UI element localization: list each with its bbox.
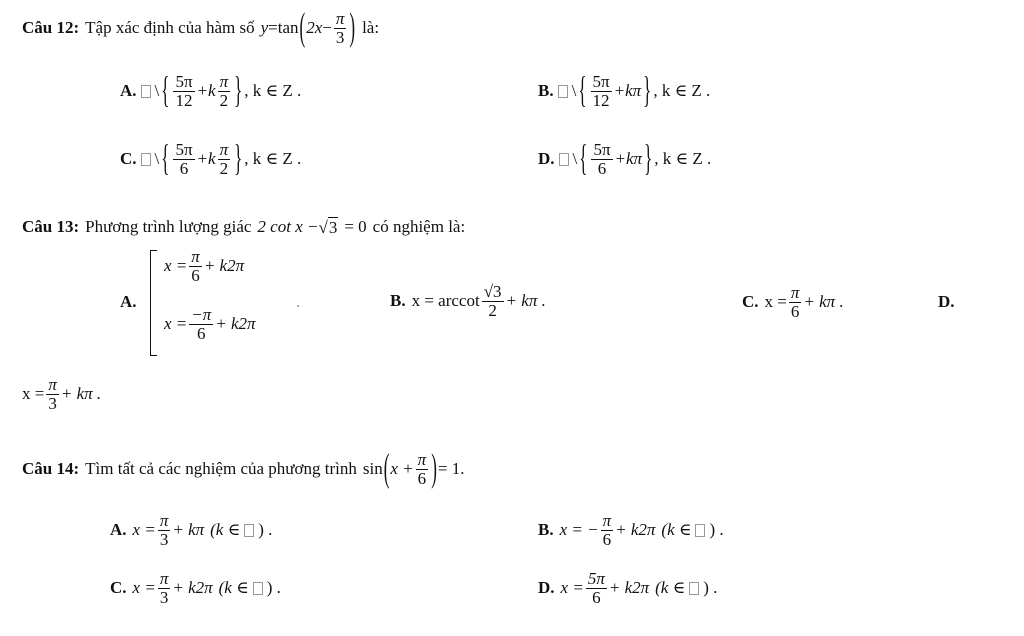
option-left: x = bbox=[560, 578, 584, 597]
frac-den: 12 bbox=[592, 90, 610, 110]
frac-num: π bbox=[602, 510, 612, 530]
q14-arg-fraction bbox=[416, 451, 429, 488]
frac-num: 5π bbox=[592, 71, 610, 91]
k-num: π bbox=[219, 71, 229, 91]
real-set-glyph-icon bbox=[141, 85, 151, 98]
q12-func-eq: = bbox=[268, 18, 278, 37]
option-condition: (k ∈ bbox=[655, 578, 686, 597]
option-fraction bbox=[591, 73, 612, 110]
plus-k: +k bbox=[196, 81, 216, 100]
q13-text: Phương trình lượng giác bbox=[85, 217, 252, 236]
option-condition: , k ∈ Z . bbox=[653, 81, 711, 100]
q12-paren-open: ( bbox=[299, 5, 306, 49]
q12-label: Câu 12: bbox=[22, 18, 80, 37]
frac-den: 3 bbox=[159, 529, 169, 549]
option-condition: , k ∈ Z . bbox=[244, 81, 302, 100]
q14-text: Tìm tất cả các nghiệm của phương trình bbox=[85, 459, 357, 478]
frac-num: π bbox=[48, 374, 57, 394]
q13-option-d-answer[interactable] bbox=[22, 372, 101, 416]
option-condition-end: ) . bbox=[266, 578, 281, 597]
integer-set-glyph-icon bbox=[244, 524, 254, 537]
set-minus: \ bbox=[154, 149, 160, 168]
row-fraction bbox=[189, 248, 202, 285]
option-letter: A. bbox=[110, 520, 127, 539]
k-fraction bbox=[218, 73, 231, 110]
frac-den: 6 bbox=[197, 323, 206, 343]
k-den: 2 bbox=[219, 90, 229, 110]
option-letter: D. bbox=[538, 578, 555, 597]
option-condition: (k ∈ bbox=[210, 520, 241, 539]
option-fraction bbox=[601, 512, 614, 549]
q12-tail: là: bbox=[362, 18, 380, 37]
q14-option-a[interactable] bbox=[110, 508, 272, 552]
frac-num: π bbox=[191, 247, 200, 266]
q14-option-b[interactable] bbox=[538, 508, 724, 552]
option-letter: D. bbox=[938, 292, 955, 311]
q13-label: Câu 13: bbox=[22, 217, 80, 236]
option-left: x = bbox=[132, 520, 156, 539]
q12-option-c[interactable] bbox=[120, 134, 301, 184]
option-condition: (k ∈ bbox=[218, 578, 249, 597]
frac-den: 6 bbox=[790, 301, 800, 321]
frac-den: 3 bbox=[48, 393, 57, 413]
square-bracket-icon bbox=[150, 250, 157, 356]
q14-label: Câu 14: bbox=[22, 459, 80, 478]
option-fraction bbox=[46, 376, 59, 413]
frac-den: 6 bbox=[602, 529, 612, 549]
q14-sin: sin bbox=[362, 459, 383, 478]
frac-den: 6 bbox=[417, 468, 427, 488]
plus-k: +kπ bbox=[614, 149, 643, 168]
q12-func-y: y bbox=[260, 18, 269, 37]
option-right: + kπ bbox=[172, 520, 205, 539]
q14-header bbox=[22, 444, 464, 494]
brace-open: { bbox=[161, 137, 170, 179]
option-left: x = bbox=[764, 292, 787, 311]
q12-header bbox=[22, 5, 380, 49]
option-fraction bbox=[158, 570, 171, 607]
q13-option-a-dot: . bbox=[296, 292, 301, 311]
q13-eq-left: 2 cot x − bbox=[257, 217, 319, 236]
option-right: + k2π bbox=[172, 578, 213, 597]
integer-set-glyph-icon bbox=[695, 524, 705, 537]
k-fraction bbox=[218, 141, 231, 178]
option-condition: (k ∈ bbox=[661, 520, 692, 539]
q13-tail: có nghiệm là: bbox=[372, 217, 466, 236]
option-fraction bbox=[591, 141, 612, 178]
option-condition: , k ∈ Z . bbox=[654, 149, 712, 168]
q14-option-d[interactable] bbox=[538, 566, 717, 610]
frac-num: 5π bbox=[175, 71, 193, 91]
option-letter: B. bbox=[538, 81, 554, 100]
row-left: x = bbox=[164, 314, 188, 334]
option-letter: A. bbox=[120, 81, 137, 100]
real-set-glyph-icon bbox=[558, 85, 568, 98]
q14-arg-left: x + bbox=[390, 459, 414, 478]
option-left: x = bbox=[22, 384, 45, 403]
system-row-1 bbox=[164, 248, 244, 285]
q14-option-c[interactable] bbox=[110, 566, 281, 610]
option-condition: , k ∈ Z . bbox=[244, 149, 302, 168]
q12-option-a[interactable] bbox=[120, 66, 301, 116]
plus-k: +k bbox=[196, 149, 216, 168]
plus-k: +kπ bbox=[613, 81, 642, 100]
brace-open: { bbox=[578, 69, 587, 111]
system-row-2 bbox=[164, 306, 256, 343]
option-letter: C. bbox=[120, 149, 137, 168]
row-right: + k2π bbox=[215, 314, 256, 334]
q12-minus: − bbox=[322, 18, 332, 37]
frac-num: π bbox=[790, 282, 800, 302]
brace-close: } bbox=[234, 137, 243, 179]
frac-den: 6 bbox=[597, 158, 607, 178]
q12-text: Tập xác định của hàm số bbox=[85, 18, 255, 37]
option-right: + kπ . bbox=[803, 292, 844, 311]
option-letter: B. bbox=[538, 520, 554, 539]
option-right: + k2π bbox=[608, 578, 650, 597]
real-set-glyph-icon bbox=[559, 153, 569, 166]
frac-num: π bbox=[159, 568, 169, 588]
integer-set-glyph-icon bbox=[253, 582, 263, 595]
q13-option-b[interactable] bbox=[390, 276, 546, 326]
option-fraction bbox=[586, 570, 607, 607]
option-letter: D. bbox=[538, 149, 555, 168]
k-num: π bbox=[219, 139, 229, 159]
frac-den: 6 bbox=[592, 587, 601, 607]
frac-num: −π bbox=[191, 305, 212, 324]
q13-eq-right: = 0 bbox=[344, 217, 367, 236]
q12-arg-den: 3 bbox=[335, 27, 345, 47]
set-minus: \ bbox=[572, 149, 578, 168]
option-left: x = bbox=[132, 578, 156, 597]
frac-den: 12 bbox=[175, 90, 193, 110]
frac-den: 3 bbox=[159, 587, 169, 607]
row-left: x = bbox=[164, 256, 188, 276]
frac-den: 2 bbox=[488, 300, 497, 320]
option-left: x = − bbox=[559, 520, 599, 539]
brace-open: { bbox=[161, 69, 170, 111]
option-condition-end: ) . bbox=[709, 520, 724, 539]
frac-num: √3 bbox=[483, 281, 502, 301]
row-fraction bbox=[189, 306, 213, 343]
option-letter: C. bbox=[742, 292, 759, 311]
frac-den: 6 bbox=[191, 265, 200, 285]
option-letter: B. bbox=[390, 291, 406, 310]
option-fraction bbox=[158, 512, 171, 549]
option-fraction bbox=[789, 284, 802, 321]
q13-header bbox=[22, 212, 465, 242]
brace-close: } bbox=[234, 69, 243, 111]
frac-den: 6 bbox=[179, 158, 189, 178]
sqrt-radicand: 3 bbox=[328, 217, 338, 237]
option-left: x = arccot bbox=[411, 291, 480, 310]
frac-num: 5π bbox=[175, 139, 193, 159]
brace-close: } bbox=[644, 137, 653, 179]
option-fraction bbox=[482, 283, 504, 320]
option-condition-end: ) . bbox=[703, 578, 718, 597]
frac-num: π bbox=[417, 449, 427, 469]
q14-paren-close: ) bbox=[431, 446, 437, 490]
q13-option-a-system bbox=[150, 248, 290, 358]
q12-func-tan: tan bbox=[277, 18, 299, 37]
q12-arg-fraction bbox=[334, 10, 347, 47]
q13-option-c[interactable] bbox=[742, 280, 844, 324]
q13-option-a[interactable] bbox=[120, 290, 137, 314]
option-letter: C. bbox=[110, 578, 127, 597]
q12-arg-num: π bbox=[335, 8, 345, 28]
brace-close: } bbox=[643, 69, 652, 111]
option-fraction bbox=[173, 73, 194, 110]
option-letter: A. bbox=[120, 292, 137, 311]
real-set-glyph-icon bbox=[141, 153, 151, 166]
frac-num: 5π bbox=[587, 568, 605, 588]
q14-eq-right: = 1. bbox=[437, 459, 465, 478]
q12-option-d[interactable] bbox=[538, 134, 711, 184]
option-condition-end: ) . bbox=[258, 520, 273, 539]
k-den: 2 bbox=[219, 158, 229, 178]
q14-paren-open: ( bbox=[383, 446, 390, 490]
q12-option-b[interactable] bbox=[538, 66, 710, 116]
row-right: + k2π bbox=[203, 256, 245, 276]
option-right: + kπ . bbox=[60, 384, 102, 403]
set-minus: \ bbox=[571, 81, 577, 100]
frac-num: 5π bbox=[593, 139, 611, 159]
integer-set-glyph-icon bbox=[689, 582, 699, 595]
brace-open: { bbox=[579, 137, 588, 179]
sqrt-icon: √ 3 bbox=[318, 217, 338, 237]
option-right: + k2π bbox=[615, 520, 656, 539]
q12-paren-close: ) bbox=[349, 5, 356, 49]
frac-num: π bbox=[159, 510, 169, 530]
q13-option-d[interactable] bbox=[938, 290, 955, 314]
option-fraction bbox=[173, 141, 194, 178]
q12-arg-left: 2x bbox=[306, 18, 323, 37]
set-minus: \ bbox=[154, 81, 160, 100]
option-right: + kπ . bbox=[505, 291, 546, 310]
